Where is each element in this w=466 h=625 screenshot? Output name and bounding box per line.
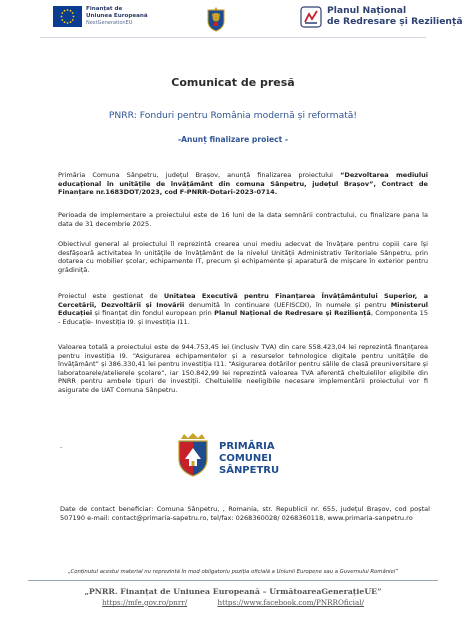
uefiscdi-name: Unitatea Executivă pentru Finanțarea Învățământului Superior, a Cercetării, Dezvoltării și Inovării [58,292,428,309]
value-text: Valoarea totală a proiectului este de 944.753,45 lei (inclusiv TVA) din care 558.423,04 lei reprezintă finanțarea pentru investiția I9. “Asigurarea echipamentelor și a resurselor tehnologice digitale pentru unitățile de învățământ” și 386.330,41 lei pentru investiția I11. “Asigurarea dotărilor pentru sălile de clasă preuniversitare și laboratoarele/atelierele școlare”, iar 150.842,99 lei reprezintă valoarea TVA aferentă cheltuielilor eligibile din PNRR pentru ambele tipuri de investiții. Cheltuielile neeligibile necesare implementării proiectului vor fi asigurate de UAT Comuna Sânpetru. [58,343,428,394]
paragraph-project-value [58,343,428,395]
management-text-g: , Componenta 15 - Educație- Investiția I9. și Investiția I11. [58,309,428,326]
management-text-c: denumită în continuare (UEFISCDI), în numele și pentru [184,300,391,309]
footer-divider [28,580,438,581]
ministry-name: Ministerul Educației [58,300,428,318]
footer-tagline: „PNRR. Finanțat de Uniunea Europeană – UrmătoareaGenerațieUE” [84,587,382,596]
facebook-pnrr-link[interactable]: https://www.facebook.com/PNRROficial/ [217,598,364,607]
primaria-line3: SÂNPETRU [219,465,280,476]
paragraph-implementation-period [58,211,428,228]
primaria-label [219,441,279,477]
paragraph-project-intro [58,171,428,197]
primaria-line2: COMUNEI [219,453,272,464]
eu-line1: Finanțat de [86,6,123,12]
document-subtitle: PNRR: Fonduri pentru România modernă și reformată! [108,110,358,121]
pnrr-label [327,5,463,27]
intro-text: Primăria Comuna Sânpetru, județul Brașov, anunță finalizarea proiectului [58,171,341,179]
pnrr-logo-icon [300,6,322,28]
stray-dot: . [60,442,63,450]
objective-text: Obiectivul general al proiectului îl reprezintă crearea unui mediu adecvat de învățare pentru copiii care își desfășoară activitatea în unitățile de învățământ de la nivelul Unității Administrativ Teritoriale Sânpetru, prin dotarea cu mobilier școlar, echipamente IT, precum și echipamente și aparatură de mișcare în exterior pentru grădiniță. [58,240,428,274]
implementation-text: Perioada de implementare a proiectului este de 16 luni de la data semnării contractului, cu finalizare pana la data de 31 decembrie 2025. [58,211,428,228]
management-text-e: și finanțat din fondul european prin [92,309,215,318]
eu-line3: NextGenerationEU [86,20,133,26]
sanpetru-coat-of-arms-icon [173,433,213,477]
mfe-pnrr-link[interactable]: https://mfe.gov.ro/pnrr/ [102,598,188,607]
header-logos [0,0,466,40]
announcement-label: -Anunț finalizare proiect - [177,135,289,144]
pnrr-line1: Planul Național [327,5,407,16]
project-name: “Dezvoltarea mediului educațional în unitățile de învățământ din comuna Sânpetru, județul Brașov”, Contract de Finanțare nr.1683DOT/2023, cod F-PNRR-Dotari-2023-0714. [58,171,428,197]
document-title: Comunicat de presă [171,76,295,89]
eu-line2: Uniunea Europeană [86,13,148,19]
primaria-line1: PRIMĂRIA [219,441,275,452]
eu-funding-label [86,6,148,27]
eu-flag-icon [53,6,82,27]
contact-details [60,505,430,522]
management-text-a: Proiectul este gestionat de [58,292,164,300]
pnrr-line2: de Redresare și Reziliență [327,16,463,27]
pnrr-name: Planul Național de Redresare și Reziliență [214,309,371,318]
eu-disclaimer: „Conținutul acestui material nu reprezintă în mod obligatoriu poziția oficială a Uniunii Europene sau a Guvernului României” [67,569,398,575]
romania-government-crest-icon [205,4,227,32]
paragraph-management [58,292,428,326]
paragraph-objective [58,240,428,274]
footer-links [0,598,466,607]
contact-text: Date de contact beneficiar: Comuna Sânpetru, , Romania, str. Republicii nr. 655, județul Brașov, cod poștal 507190 e-mail: contact@primaria-sapetru.ro, tel/fax: 0268360028/ 0268360118, www.primaria-sanpetru.ro [60,505,430,522]
header-divider [40,37,426,38]
